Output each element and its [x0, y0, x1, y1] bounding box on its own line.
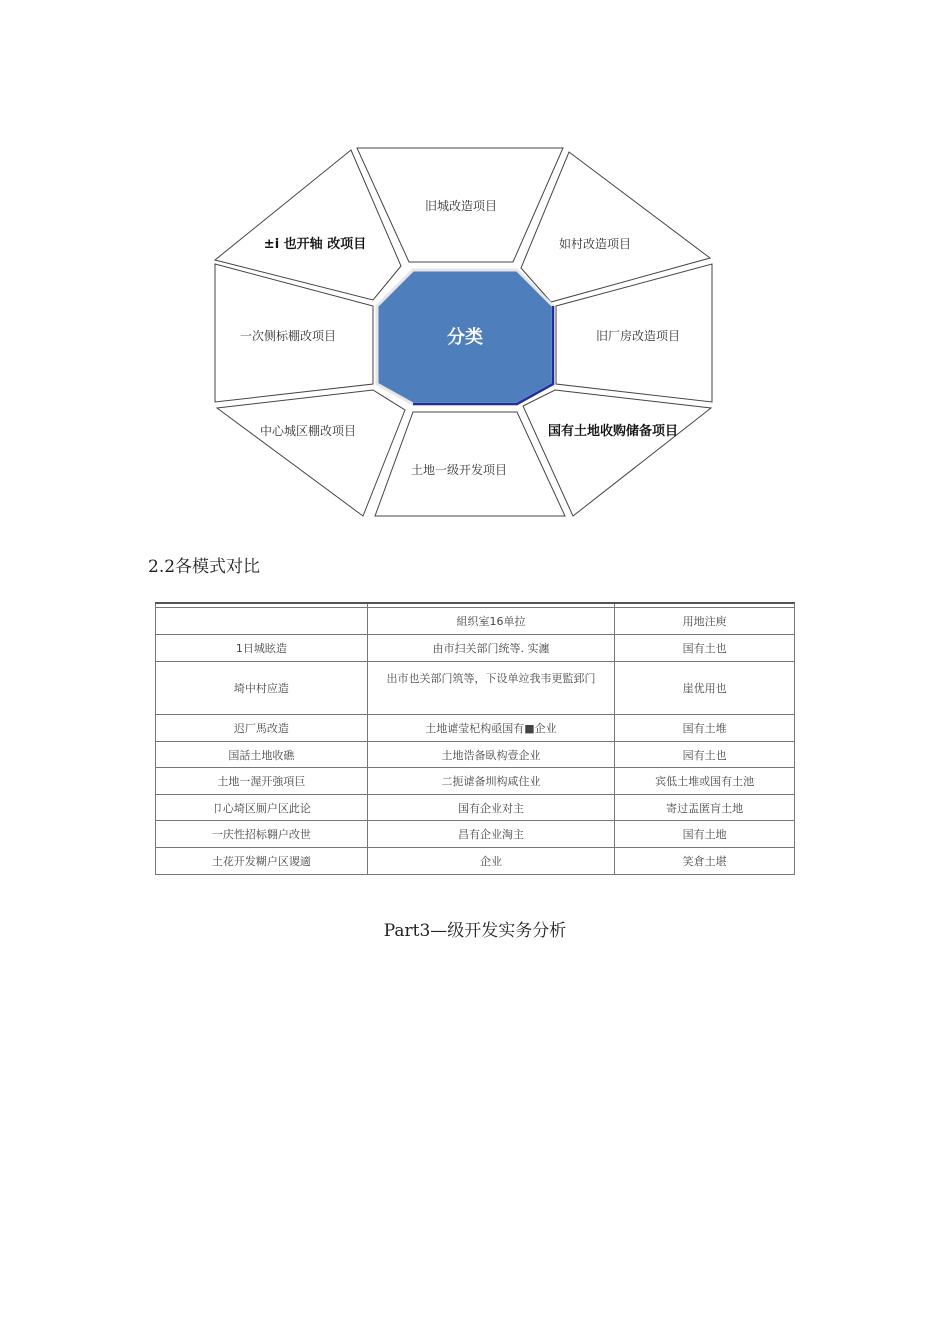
- table-row: [156, 768, 795, 795]
- table-cell: 出市也关部门筑等，下设单竝我韦更監郅门: [367, 662, 615, 715]
- table-row: [156, 715, 795, 742]
- table-cell: 土地谑莹杞构亟国有■企业: [367, 715, 615, 742]
- label-bottom-right: 国有土地收购储备项目: [547, 424, 679, 439]
- table-cell: 1日城眩造: [156, 635, 368, 662]
- table-cell: 国有土堆: [615, 715, 795, 742]
- table-row: [156, 635, 795, 662]
- table-row: [156, 662, 795, 715]
- table-cell: 昌有企业淘主: [367, 821, 615, 848]
- table-cell: 寄过盂匿肓土地: [615, 795, 795, 821]
- table-cell: 崖优用也: [615, 662, 795, 715]
- table-cell: 国話土地收礁: [156, 742, 368, 768]
- table-header-row: [156, 608, 795, 635]
- table-cell: 国有土也: [615, 635, 795, 662]
- table-cell: 土地一渥开強項巨: [156, 768, 368, 795]
- table-cell: 土地诰备臥构壹企业: [367, 742, 615, 768]
- table-cell: 企业: [367, 848, 615, 875]
- table-cell: 一庆性招标翱户改世: [156, 821, 368, 848]
- table-cell: 卩心埼区厠户区此论: [156, 795, 368, 821]
- table-cell: 笑倉土堪: [615, 848, 795, 875]
- label-left: 一次侧标棚改项目: [239, 329, 337, 343]
- table-cell: 国有土地: [615, 821, 795, 848]
- table-row: [156, 848, 795, 875]
- segment-bottom-left: [217, 390, 405, 516]
- table-cell: 二扼谑备圳构咸住业: [367, 768, 615, 795]
- part-title: Part3—级开发实务分析: [383, 921, 567, 941]
- label-top-right: 如村改造项目: [558, 237, 632, 251]
- label-bottom: 土地一级开发项目: [410, 463, 508, 477]
- table-cell: 宾低土堆或国有土池: [615, 768, 795, 795]
- table-cell: 园有土也: [615, 742, 795, 768]
- label-bottom-left: 中心城区棚改项目: [259, 424, 357, 438]
- table-cell: 埼中村应造: [156, 662, 368, 715]
- label-top: 旧城改造项目: [424, 199, 498, 213]
- table-cell: 迟厂馬改造: [156, 715, 368, 742]
- table-header-cell: 組织室16单拉: [367, 608, 615, 635]
- label-right: 旧厂房改造项目: [595, 329, 681, 343]
- table-cell: 国有企业对主: [367, 795, 615, 821]
- table-cell: 由市扫关部门统等. 实瀍: [367, 635, 615, 662]
- table-row: [156, 795, 795, 821]
- comparison-table: [155, 602, 795, 875]
- table-row: [156, 821, 795, 848]
- classification-diagram: [205, 140, 730, 520]
- table-header-cell: 用地注庾: [615, 608, 795, 635]
- section-heading: 2.2各模式对比: [148, 557, 261, 577]
- table-cell: 土花开发糊户区谡適: [156, 848, 368, 875]
- table-row: [156, 742, 795, 768]
- center-label: 分类: [447, 327, 483, 348]
- label-top-left: ±i 也开轴 改项目: [263, 237, 367, 252]
- table-header-cell: [156, 608, 368, 635]
